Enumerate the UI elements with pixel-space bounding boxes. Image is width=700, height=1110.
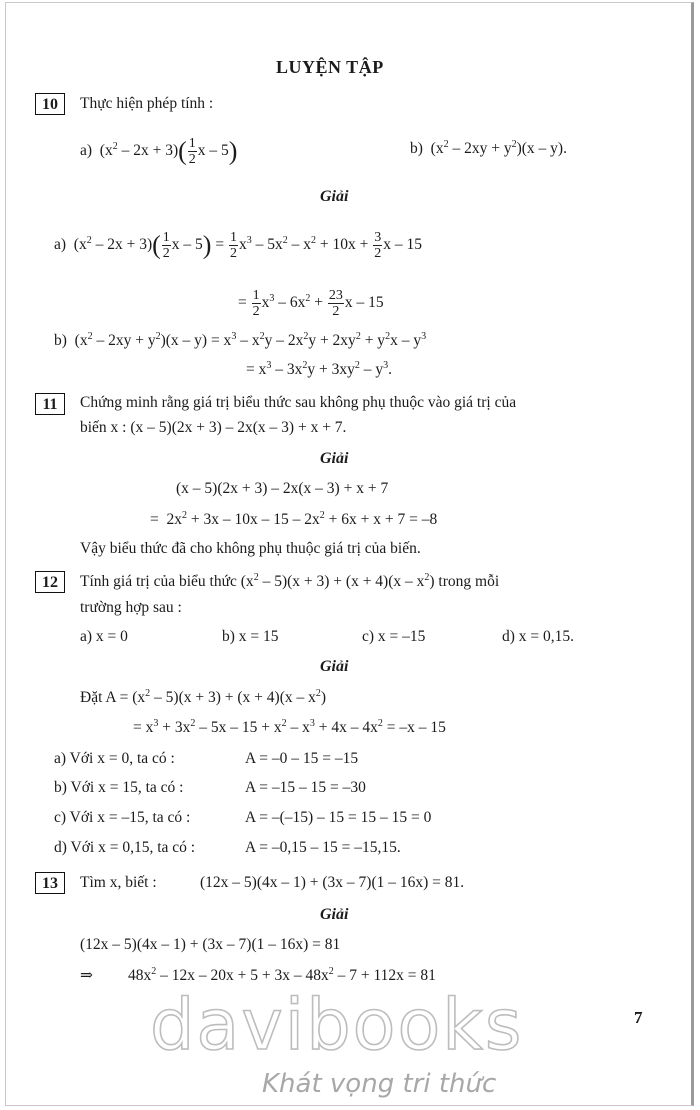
problem-number-12: 12	[35, 571, 65, 593]
solution-12b-result: A = –15 – 15 = –30	[245, 779, 366, 796]
solution-12b-label: b) Với x = 15, ta có :	[54, 779, 184, 796]
solution-10b-line1: b) $(x^2 - 2xy + y^2)(x - y) = x^3 - x^2y - 2x^2y + 2xy^2 + y^2x - y^3$	[54, 331, 427, 349]
solution-heading-11: Giải	[320, 450, 349, 467]
solution-12a-result: A = –0 – 15 = –15	[245, 750, 359, 767]
solution-11-conclusion: Vậy biểu thức đã cho không phụ thuộc giá trị của biến.	[80, 540, 421, 557]
page-title: LUYỆN TẬP	[276, 57, 384, 77]
problem-11-line1: Chứng minh rằng giá trị biểu thức sau không phụ thuộc vào giá trị của	[80, 394, 517, 411]
problem-13-prompt: Tìm x, biết :	[80, 874, 157, 891]
solution-12d-label: d) Với x = 0,15, ta có :	[54, 839, 196, 856]
solution-10b-line2: = $x^3 - 3x^2y + 3xy^2 - y^3$.	[246, 360, 392, 378]
solution-12d-result: A = –0,15 – 15 = –15,15.	[245, 839, 401, 856]
problem-10a-label: a)	[80, 142, 93, 160]
solution-12a-label: a) Với x = 0, ta có :	[54, 750, 175, 767]
frac-numerator: 1	[188, 136, 196, 151]
problem-12-case-a: a) x = 0	[80, 628, 128, 645]
problem-10-prompt: Thực hiện phép tính :	[80, 95, 214, 112]
page-number: 7	[634, 1008, 643, 1027]
problem-11-line2: biến x : (x – 5)(2x + 3) – 2x(x – 3) + x + 7.	[80, 419, 347, 436]
problem-12-line2: trường hợp sau :	[80, 599, 182, 616]
problem-12-case-c: c) x = –15	[362, 628, 426, 645]
solution-10a-line2: = $\frac{1}{2}$ $x^3 - 6x^2$ + $\frac{23}{2}$ x – 15	[238, 288, 384, 319]
solution-12-line1: Đặt $A = (x^2 - 5)(x + 3) + (x + 4)(x - x^2)$	[80, 688, 327, 706]
problem-number-11: 11	[35, 393, 65, 415]
solution-13-line2: $48x^2 - 12x - 20x + 5 + 3x - 48x^2 - 7 + 112x = 81$	[128, 966, 436, 984]
solution-heading-10: Giải	[320, 188, 349, 205]
solution-13-line1: (12x – 5)(4x – 1) + (3x – 7)(1 – 16x) = 81	[80, 936, 341, 953]
problem-10a: a) $(x^2 - 2x + 3)$( $\frac{1}{2}$ x – 5)	[80, 136, 238, 167]
solution-12-line2: = $x^3 + 3x^2 - 5x - 15 + x^2 - x^3 + 4x - 4x^2 = -x - 15$	[133, 718, 446, 736]
problem-12-line1: Tính giá trị của biểu thức $(x^2 - 5)(x + 3) + (x + 4)(x - x^2)$ trong mỗi	[80, 572, 500, 590]
solution-11-line1: (x – 5)(2x + 3) – 2x(x – 3) + x + 7	[176, 480, 389, 497]
problem-number-10: 10	[35, 93, 65, 115]
solution-heading-13: Giải	[320, 906, 349, 923]
problem-13-equation: (12x – 5)(4x – 1) + (3x – 7)(1 – 16x) = 81.	[200, 874, 465, 891]
watermark-slogan: Khát vọng tri thức	[262, 1069, 497, 1099]
solution-heading-12: Giải	[320, 658, 349, 675]
problem-12-case-d: d) x = 0,15.	[502, 628, 575, 645]
frac-denominator: 2	[188, 152, 196, 167]
problem-12-case-b: b) x = 15	[222, 628, 279, 645]
solution-12c-label: c) Với x = –15, ta có :	[54, 809, 191, 826]
problem-10b: b) $(x^2 - 2xy + y^2)(x - y)$.	[410, 139, 567, 157]
solution-10a-line1: a) $(x^2 - 2x + 3)$( $\frac{1}{2}$ x – 5) = $\frac{1}{2}$ $x^3 - 5x^2 - x^2 + 10x$ + $\frac{3}{2}$ x – 15	[54, 230, 422, 261]
watermark-brand: davibooks	[150, 984, 524, 1066]
problem-number-13: 13	[35, 872, 65, 894]
solution-13-arrow: ⇒	[80, 967, 93, 984]
problem-10a-tail: x – 5	[197, 142, 229, 160]
solution-12c-result: A = –(–15) – 15 = 15 – 15 = 0	[245, 809, 432, 826]
frac-numerator-3: 3	[374, 230, 382, 245]
frac-numerator-23: 23	[328, 288, 343, 303]
solution-11-line2: = $2x^2 + 3x - 10x - 15 - 2x^2 + 6x + x + 7 = -8$	[150, 510, 438, 528]
